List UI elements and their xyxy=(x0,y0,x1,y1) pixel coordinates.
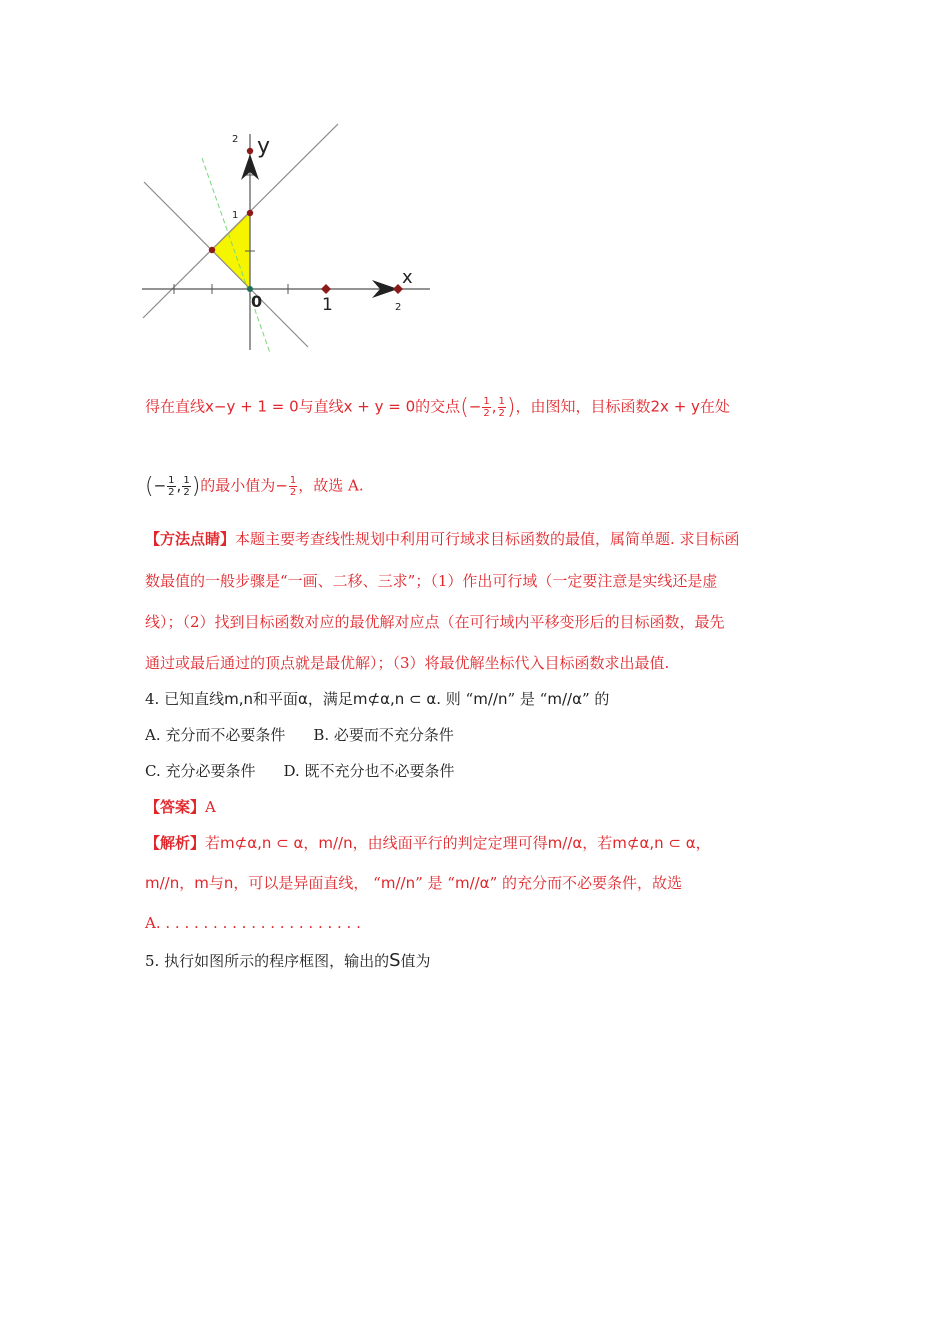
q4-analysis-line-3: A. . . . . . . . . . . . . . . . . . . . . . xyxy=(145,914,361,932)
point-y1 xyxy=(247,210,253,216)
x-axis-label: x xyxy=(402,267,413,288)
feasible-region-graph xyxy=(140,120,435,355)
tick-y-2-label: 2 xyxy=(232,134,239,145)
option-a: A. 充分而不必要条件 xyxy=(145,726,286,744)
q4-options-row-1 xyxy=(145,724,454,745)
solution-line-1: 得在直线x−y + 1 = 0与直线x + y = 0的交点(− $\frac{1}{2}$ , $\frac{1}{2}$ )，由图知，目标函数2x + y在处 xyxy=(145,395,730,420)
y-axis-label: y xyxy=(257,134,271,159)
tick-x-2-label: 2 xyxy=(395,302,402,313)
solution-line-2: (− $\frac{1}{2}$ , $\frac{1}{2}$ )的最小值为− $\frac{1}{2}$ ，故选 A. xyxy=(145,474,364,499)
q4-analysis-line-1: 【解析】若m⊄α,n ⊂ α，m//n，由线面平行的判定定理可得m//α，若m⊄α,n ⊂ α， xyxy=(145,834,711,852)
tick-y-1-label: 1 xyxy=(232,210,239,221)
method-tag: 【方法点睛】 xyxy=(145,530,236,548)
q4-options-row-2 xyxy=(145,760,455,781)
origin-label: 0 xyxy=(251,292,263,311)
point-y2 xyxy=(247,148,253,154)
q4-analysis-line-2: m//n，m与n，可以是异面直线， “m//n” 是 “m//α” 的充分而不必要条件，故选 xyxy=(145,874,683,892)
method-line-1: 【方法点睛】本题主要考查线性规划中利用可行域求目标函数的最值，属简单题. 求目标函 xyxy=(145,530,740,548)
method-line-4: 通过或最后通过的顶点就是最优解）；（3）将最优解坐标代入目标函数求出最值. xyxy=(145,654,670,672)
point-x1 xyxy=(321,284,331,294)
method-line-2: 数最值的一般步骤是“一画、二移、三求”；（1）作出可行域（一定要注意是实线还是虚 xyxy=(145,572,718,590)
option-c: C. 充分必要条件 xyxy=(145,762,256,780)
q5-stem: 5. 执行如图所示的程序框图，输出的S值为 xyxy=(145,950,431,971)
line-x-plus-y xyxy=(144,182,308,347)
q4-answer: 【答案】A xyxy=(145,798,216,816)
method-line-3: 线）；（2）找到目标函数对应的最优解对应点（在可行域内平移变形后的目标函数，最先 xyxy=(145,613,725,631)
option-d: D. 既不充分也不必要条件 xyxy=(283,762,455,780)
q4-stem: 4. 已知直线m,n和平面α，满足m⊄α,n ⊂ α. 则 “m//n” 是 “m//α” 的 xyxy=(145,690,610,708)
point-intersection xyxy=(209,247,215,253)
tick-x-1-label: 1 xyxy=(322,295,333,315)
feasible-region xyxy=(212,213,250,289)
option-b: B. 必要而不充分条件 xyxy=(313,726,454,744)
